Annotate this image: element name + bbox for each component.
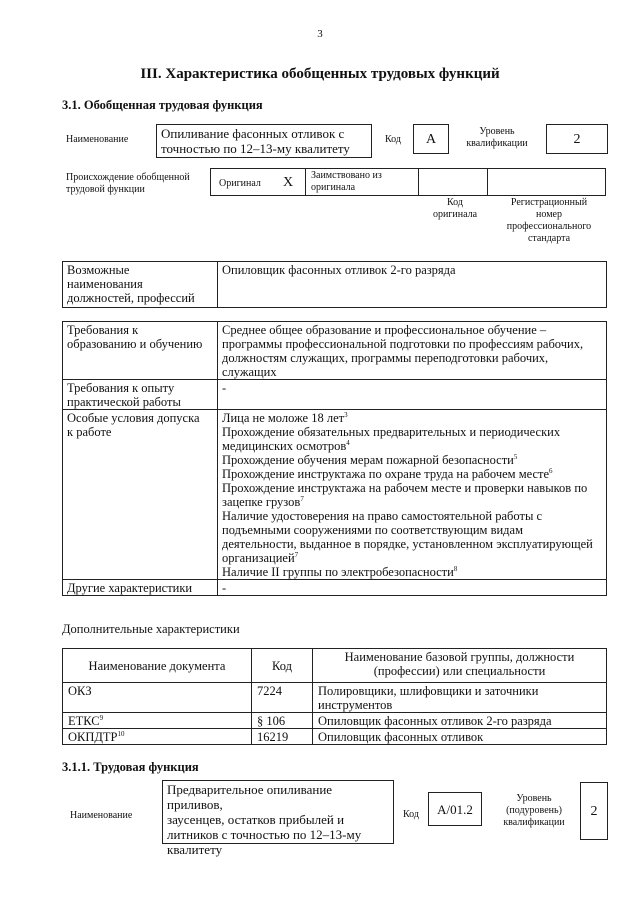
text-part: зацепке грузов: [222, 495, 301, 509]
gtf-level-label: [456, 126, 538, 150]
gtf-name-label: Наименование: [66, 134, 129, 145]
tf-level-label-line: (подуровень): [506, 805, 562, 816]
text-line: Наличие удостоверения на право самостоятельной работы с: [222, 509, 543, 523]
cell-doc: [63, 729, 252, 745]
gtf-name-line: Опиливание фасонных отливок с: [161, 126, 345, 141]
tf-level-label: [494, 793, 574, 829]
label-line: Требования к опыту: [67, 381, 175, 395]
table-row: [63, 713, 607, 729]
gtf-level-value: 2: [546, 124, 608, 154]
page-number: 3: [317, 28, 323, 40]
footnote-ref: 4: [346, 438, 350, 447]
education-label: [63, 322, 218, 380]
additional-table: [62, 648, 607, 745]
text-line: [222, 411, 602, 425]
gtf-borrowed-label-line: оригинала: [311, 182, 356, 193]
tf-name-box: [162, 780, 394, 857]
caption-line: профессионального: [506, 221, 592, 232]
gtf-name-line: точностью по 12–13-му квалитету: [161, 141, 350, 156]
positions-table: [62, 261, 607, 308]
gtf-origin-box: [210, 168, 606, 196]
text-part: организацией: [222, 551, 295, 565]
footnote-ref: 6: [549, 466, 553, 475]
text-part: Наличие II группы по электробезопасности: [222, 565, 454, 579]
tf-level-label-line: квалификации: [503, 817, 565, 828]
caption-line: оригинала: [432, 209, 478, 220]
experience-label: [63, 380, 218, 410]
caption-line: Код: [447, 197, 463, 208]
table-header-row: [63, 649, 607, 683]
tf-name-line: Предварительное опиливание приливов,: [167, 782, 333, 812]
education-value: [218, 322, 607, 380]
text-line: [222, 439, 602, 453]
text-line: Прохождение инструктажа на рабочем месте и проверки навыков по: [222, 481, 588, 495]
requirements-table: [62, 321, 607, 596]
gtf-origin-label: [66, 172, 190, 196]
gtf-borrowed-label: [311, 170, 382, 194]
tf-code-value: A/01.2: [428, 792, 482, 826]
tf-heading: 3.1.1. Трудовая функция: [62, 760, 199, 774]
text-part: Прохождение инструктажа по охране труда на рабочем месте: [222, 467, 550, 481]
text-line: [222, 467, 602, 481]
text-line: инструментов: [318, 698, 393, 712]
gtf-heading: 3.1. Обобщенная трудовая функция: [62, 98, 263, 112]
gtf-origin-label-line: Происхождение обобщенной: [66, 172, 190, 183]
text-line: служащих: [222, 365, 277, 379]
condition-item: [222, 425, 602, 453]
footnote-ref: 5: [513, 452, 518, 461]
text-line: Среднее общее образование и профессиональное обучение –: [222, 323, 547, 337]
positions-value: Опиловщик фасонных отливок 2-го разряда: [218, 262, 607, 308]
caption-line: Регистрационный: [510, 197, 588, 208]
condition-item: [222, 565, 602, 579]
text-line: подъемными сооружениями по соответствующим видам: [222, 523, 524, 537]
cell-name: Опиловщик фасонных отливок: [313, 729, 607, 745]
tf-name-label: Наименование: [70, 810, 133, 821]
section-title: III. Характеристика обобщенных трудовых функций: [140, 66, 500, 82]
text-line: [222, 495, 602, 509]
gtf-reg-number-caption: [494, 197, 604, 245]
label-line: Особые условия допуска: [67, 411, 200, 425]
gtf-code-original-caption: [420, 197, 490, 221]
additional-heading: Дополнительные характеристики: [62, 622, 240, 636]
label-line: к работе: [67, 425, 112, 439]
footnote-ref: 3: [344, 410, 348, 419]
label-line: практической работы: [67, 395, 181, 409]
tf-name-line: заусенцев, остатков прибылей и: [167, 812, 345, 827]
gtf-code-label: Код: [385, 134, 401, 145]
tf-code-label: Код: [403, 809, 419, 820]
table-row: [63, 729, 607, 745]
condition-item: [222, 509, 602, 565]
tf-name-line: квалитету: [167, 842, 223, 857]
cell-code: § 106: [252, 713, 313, 729]
divider: [418, 169, 419, 195]
footnote-ref: 7: [294, 550, 299, 559]
text-part: Лица не моложе 18 лет: [222, 411, 345, 425]
tf-name-line: литников с точностью по 12–13-му: [167, 827, 362, 842]
table-row: [63, 683, 607, 713]
header-code: Код: [252, 649, 313, 683]
gtf-code-value: А: [413, 124, 449, 154]
cell-name: [313, 683, 607, 713]
cell-doc: [63, 713, 252, 729]
conditions-value: [218, 410, 607, 580]
condition-item: [222, 411, 602, 425]
table-row: [63, 322, 607, 380]
text-part: Прохождение обучения мерам пожарной безопасности: [222, 453, 514, 467]
doc-name: ОКПДТР: [68, 730, 118, 744]
gtf-level-label-line: Уровень: [479, 126, 515, 137]
divider: [305, 169, 306, 195]
label-line: Возможные: [67, 263, 130, 277]
header-line: Наименование базовой группы, должности: [344, 650, 575, 664]
gtf-original-mark: X: [283, 175, 294, 190]
text-line: должностям служащих, программы переподготовки рабочих,: [222, 351, 549, 365]
experience-value: -: [218, 380, 607, 410]
text-line: [222, 453, 602, 467]
tf-level-value: 2: [580, 782, 608, 840]
footnote-ref: 8: [453, 564, 458, 573]
conditions-label: [63, 410, 218, 580]
table-row: [63, 580, 607, 596]
caption-line: стандарта: [527, 233, 571, 244]
condition-item: [222, 481, 602, 509]
gtf-borrowed-label-line: Заимствовано из: [311, 170, 382, 181]
caption-line: номер: [536, 209, 562, 220]
header-doc: Наименование документа: [63, 649, 252, 683]
gtf-origin-label-line: трудовой функции: [66, 184, 145, 195]
cell-code: 16219: [252, 729, 313, 745]
cell-code: 7224: [252, 683, 313, 713]
text-line: [222, 565, 602, 579]
text-line: [222, 551, 602, 565]
table-row: [63, 380, 607, 410]
table-row: [63, 410, 607, 580]
header-line: (профессии) или специальности: [373, 664, 546, 678]
footnote-ref: 7: [300, 494, 304, 503]
header-name: [313, 649, 607, 683]
gtf-level-label-line: квалификации: [466, 138, 528, 149]
other-value: -: [218, 580, 607, 596]
text-line: Прохождение обязательных предварительных и периодических: [222, 425, 561, 439]
gtf-original-label: Оригинал: [219, 178, 261, 189]
text-line: программы профессиональной подготовки по профессиям рабочих,: [222, 337, 584, 351]
condition-item: [222, 467, 602, 481]
other-label: Другие характеристики: [63, 580, 218, 596]
tf-level-label-line: Уровень: [516, 793, 552, 804]
text-line: Полировщики, шлифовщики и заточники: [318, 684, 539, 698]
doc-name: ЕТКС: [68, 714, 100, 728]
positions-label: [63, 262, 218, 308]
label-line: образованию и обучению: [67, 337, 203, 351]
condition-item: [222, 453, 602, 467]
label-line: Требования к: [67, 323, 139, 337]
divider: [487, 169, 488, 195]
text-part: медицинских осмотров: [222, 439, 347, 453]
cell-name: Опиловщик фасонных отливок 2-го разряда: [313, 713, 607, 729]
label-line: наименования: [67, 277, 143, 291]
table-row: [63, 262, 607, 308]
text-line: деятельности, выданное в порядке, установленном эксплуатирующей: [222, 537, 593, 551]
cell-doc: ОКЗ: [63, 683, 252, 713]
footnote-ref: 10: [117, 729, 125, 738]
footnote-ref: 9: [99, 713, 104, 722]
label-line: должностей, профессий: [67, 291, 195, 305]
gtf-name-box: [156, 124, 372, 158]
